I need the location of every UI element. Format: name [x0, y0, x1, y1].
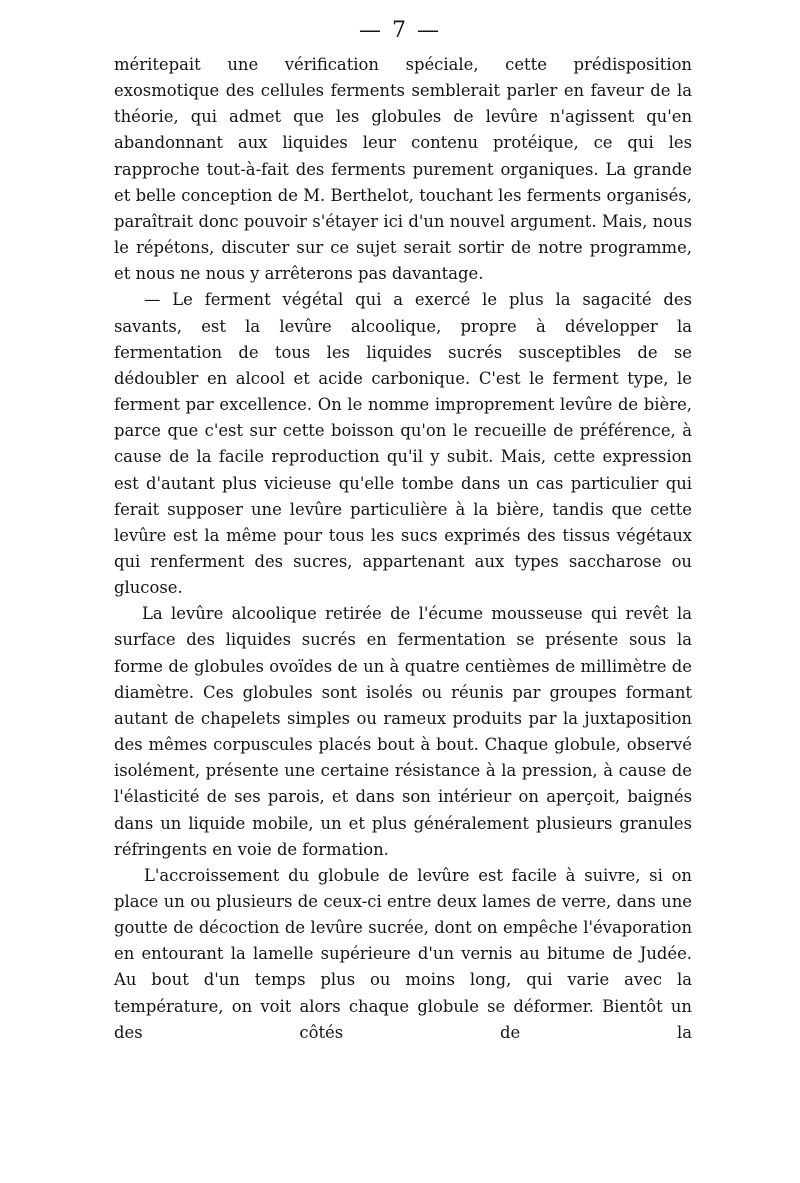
paragraph-3: La levûre alcoolique retirée de l'écume mousseuse qui revêt la surface des liquides sucrés en fermentation se présente sous la forme de globules ovoïdes de un à quatre centièmes de millimètre de diamètre. Ces globules sont isolés ou réunis par groupes formant autant de chapelets simples ou rameux produits par la juxtaposition des mêmes corpuscules placés bout à bout. Chaque globule, observé isolément, présente une certaine résistance à la pression, à cause de l'élasticité de ses parois, et dans son intérieur on aperçoit, baignés dans un liquide mobile, un et plus généralement plusieurs granules réfringents en voie de formation.	[114, 604, 692, 859]
body-text	[114, 52, 692, 1046]
paragraph-2: — Le ferment végétal qui a exercé le plus la sagacité des savants, est la levûre alcoolique, propre à développer la fermentation de tous les liquides sucrés susceptibles de se dédoubler en alcool et acide carbonique. C'est le ferment type, le ferment par excellence. On le nomme improprement levûre de bière, parce que c'est sur cette boisson qu'on le recueille de préférence, à cause de la facile reproduction qu'il y subit. Mais, cette expression est d'autant plus vicieuse qu'elle tombe dans un cas particulier qui ferait supposer une levûre particulière à la bière, tandis que cette levûre est la même pour tous les sucs exprimés des tissus végétaux qui renferment des sucres, appartenant aux types saccharose ou glucose.	[114, 290, 692, 598]
paragraph-1: méritерait une vérification spéciale, cette prédisposition exosmotique des cellules ferments semblerait parler en faveur de la théorie, qui admet que les globules de levûre n'agissent qu'en abandonnant aux liquides leur contenu protéique, ce qui les rapproche tout-à-fait des ferments purement organiques. La grande et belle conception de M. Berthelot, touchant les ferments organisés, paraîtrait donc pouvoir s'étayer ici d'un nouvel argument. Mais, nous le répétons, discuter sur ce sujet serait sortir de notre programme, et nous ne nous y arrêterons pas davantage.	[114, 55, 692, 284]
paragraph-4: L'accroissement du globule de levûre est facile à suivre, si on place un ou plusieurs de ceux-ci entre deux lames de verre, dans une goutte de décoction de levûre sucrée, dont on empêche l'évaporation en entourant la lamelle supérieure d'un vernis au bitume de Judée. Au bout d'un temps plus ou moins long, qui varie avec la température, on voit alors chaque globule se déformer. Bientôt un des côtés de la	[114, 865, 692, 1042]
page-number: — 7 —	[359, 18, 441, 43]
